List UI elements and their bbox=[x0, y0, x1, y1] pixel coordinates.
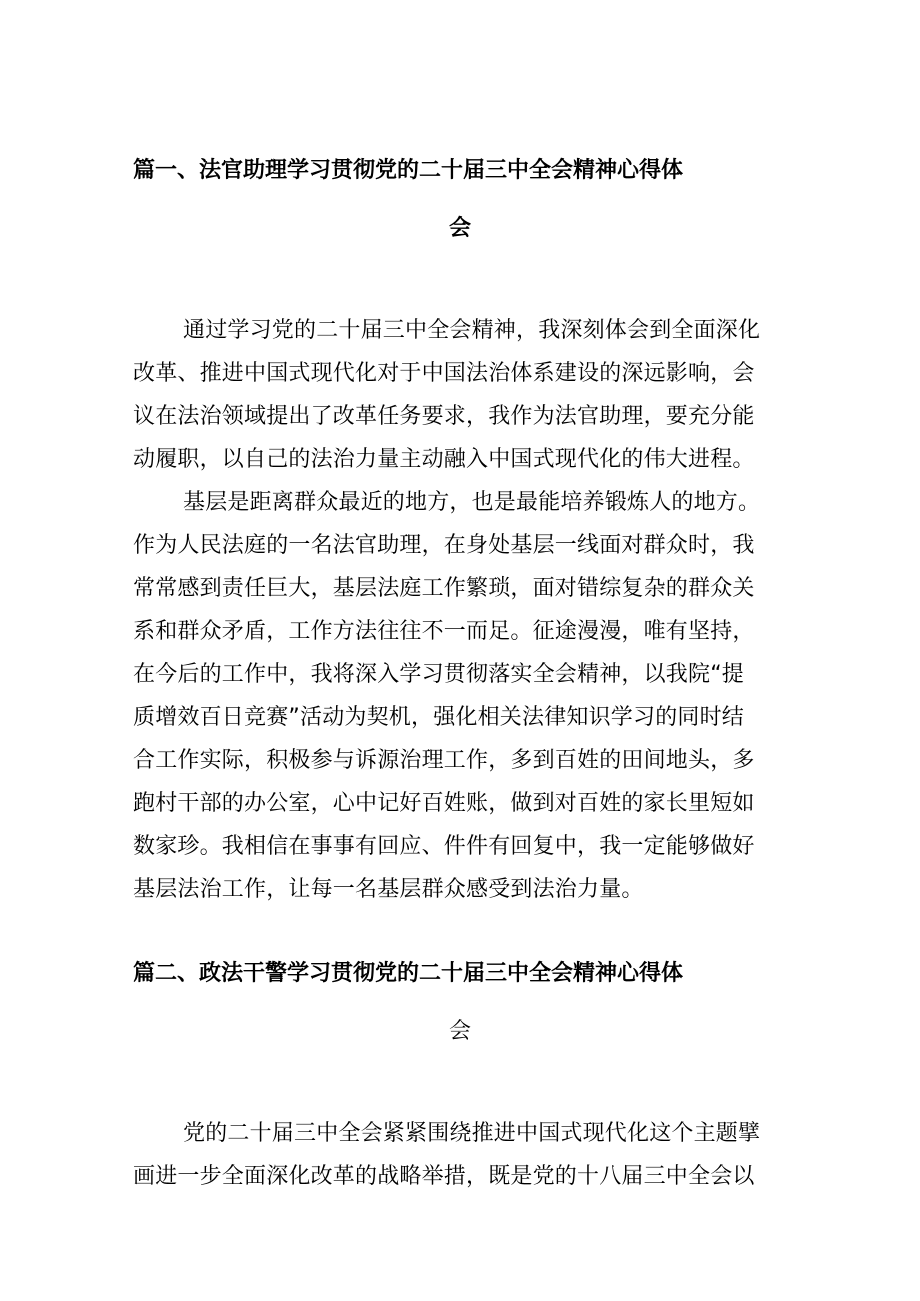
section1-title-line1: 篇一、法官助理学习贯彻党的二十届三中全会精神心得体 bbox=[133, 158, 684, 183]
section2-title-line1: 篇二、政法干警学习贯彻党的二十届三中全会精神心得体 bbox=[133, 961, 684, 986]
section1-paragraph2-line: 作为人民法庭的一名法官助理，在身处基层一线面对群众时，我 bbox=[133, 533, 755, 558]
section1-paragraph1-line: 议在法治领域提出了改革任务要求，我作为法官助理，要充分能 bbox=[133, 404, 755, 429]
section2-paragraph1-line: 画进一步全面深化改革的战略举措，既是党的十八届三中全会以 bbox=[133, 1164, 755, 1189]
section1-paragraph2-line: 系和群众矛盾，工作方法往往不一而足。征途漫漫，唯有坚持， bbox=[133, 619, 755, 644]
section2-paragraph1-line: 党的二十届三中全会紧紧围绕推进中国式现代化这个主题擘 bbox=[183, 1121, 761, 1146]
section1-paragraph2-line: 合工作实际，积极参与诉源治理工作，多到百姓的田间地头，多 bbox=[133, 748, 755, 773]
section1-paragraph2-line: 质增效百日竞赛”活动为契机，强化相关法律知识学习的同时结 bbox=[133, 705, 744, 730]
section1-paragraph1-line: 动履职，以自己的法治力量主动融入中国式现代化的伟大进程。 bbox=[133, 447, 755, 472]
section1-paragraph2-line: 基层法治工作，让每一名基层群众感受到法治力量。 bbox=[133, 877, 644, 902]
section1-paragraph1-line: 通过学习党的二十届三中全会精神，我深刻体会到全面深化 bbox=[183, 318, 761, 343]
section2-title-line2: 会 bbox=[448, 1019, 471, 1044]
section1-paragraph2-line: 常常感到责任巨大，基层法庭工作繁琐，面对错综复杂的群众关 bbox=[133, 576, 755, 601]
section1-paragraph2-line: 数家珍。我相信在事事有回应、件件有回复中，我一定能够做好 bbox=[133, 834, 755, 859]
section1-title-line2: 会 bbox=[448, 216, 471, 241]
section1-paragraph2-line: 跑村干部的办公室，心中记好百姓账，做到对百姓的家长里短如 bbox=[133, 791, 755, 816]
section1-paragraph1-line: 改革、推进中国式现代化对于中国法治体系建设的深远影响，会 bbox=[133, 361, 755, 386]
section1-paragraph2-line: 在今后的工作中，我将深入学习贯彻落实全会精神，以我院“提 bbox=[133, 662, 744, 687]
section1-paragraph2-line: 基层是距离群众最近的地方，也是最能培养锻炼人的地方。 bbox=[183, 490, 761, 515]
